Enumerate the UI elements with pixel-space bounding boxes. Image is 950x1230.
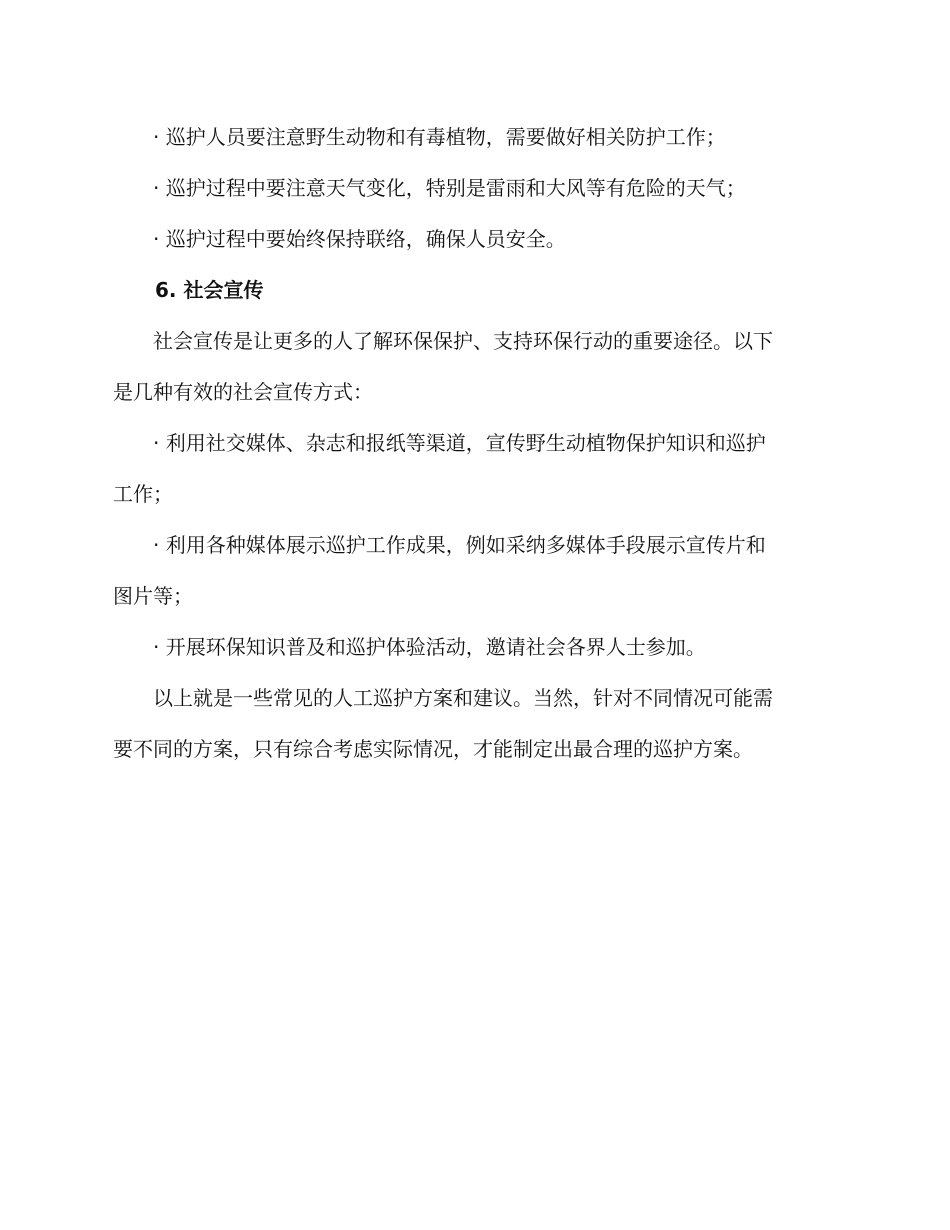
paragraph-line: 要不同的方案，只有综合考虑实际情况，才能制定出最合理的巡护方案。 bbox=[113, 737, 753, 761]
bullet-item-continuation: 工作； bbox=[113, 482, 173, 506]
bullet-item: · 利用各种媒体展示巡护工作成果，例如采纳多媒体手段展示宣传片和 bbox=[153, 533, 766, 557]
bullet-item: · 利用社交媒体、杂志和报纸等渠道，宣传野生动植物保护知识和巡护 bbox=[153, 431, 766, 455]
bullet-item: · 巡护过程中要注意天气变化，特别是雷雨和大风等有危险的天气； bbox=[153, 176, 746, 200]
bullet-item: · 巡护过程中要始终保持联络，确保人员安全。 bbox=[153, 227, 566, 251]
paragraph-line: 是几种有效的社会宣传方式： bbox=[113, 380, 373, 404]
bullet-item-continuation: 图片等； bbox=[113, 584, 193, 608]
paragraph-line: 社会宣传是让更多的人了解环保保护、支持环保行动的重要途径。以下 bbox=[153, 329, 773, 353]
paragraph-line: 以上就是一些常见的人工巡护方案和建议。当然，针对不同情况可能需 bbox=[153, 686, 773, 710]
section-heading: 6. 社会宣传 bbox=[155, 278, 264, 302]
bullet-item: · 巡护人员要注意野生动物和有毒植物，需要做好相关防护工作； bbox=[153, 125, 726, 149]
document-page bbox=[113, 112, 833, 775]
bullet-item: · 开展环保知识普及和巡护体验活动，邀请社会各界人士参加。 bbox=[153, 635, 706, 659]
